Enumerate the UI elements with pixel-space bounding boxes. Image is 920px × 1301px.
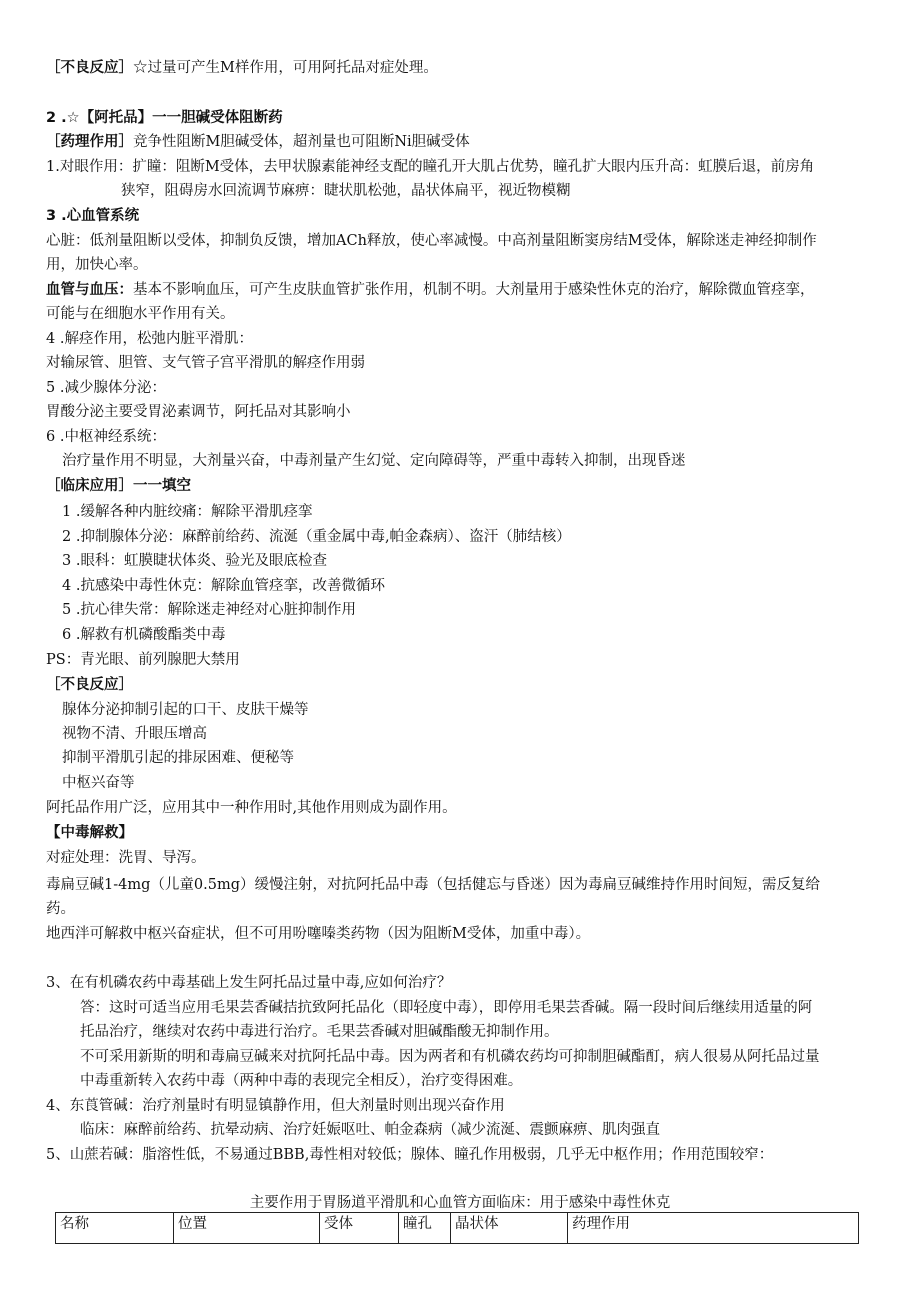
scopolamine-clinical-line: 临床：麻醉前给药、抗晕动病、治疗妊娠呕吐、帕金森病（减少流涎、震颤麻痹、肌肉强直 xyxy=(80,1122,660,1138)
scopolamine-line: 4、东莨管碱：治疗剂量时有明显镇静作用，但大剂量时则出现兴奋作用 xyxy=(46,1098,505,1114)
table-header-cell: 受体 xyxy=(320,1213,399,1244)
detox-heading: 【中毒解救】 xyxy=(46,825,133,841)
adverse-item: 抑制平滑肌引起的排尿困难、便秘等 xyxy=(62,750,294,766)
table-header-cell: 药理作用 xyxy=(568,1213,859,1244)
vessels-line-2: 可能与在细胞水平作用有关。 xyxy=(46,306,235,322)
clinical-item: 4 .抗感染中毒性休克：解除血管痉挛，改善微循环 xyxy=(62,578,385,594)
detox-line-3: 地西泮可解救中枢兴奋症状，但不可用吩噻嗪类药物（因为阻断M受体，加重中毒）。 xyxy=(46,926,591,942)
eye-effect-line-2: 狭窄，阻碍房水回流调节麻痹：睫状肌松弛，晶状体扁平，视近物模糊 xyxy=(121,183,571,199)
heart-line-1: 心脏：低剂量阻断以受体，抑制负反馈，增加ACh释放，使心率减慢。中高剂量阻断窦房结M受体，解除迷走神经抑制作 xyxy=(46,233,817,249)
adverse-item: 视物不清、升眼压增高 xyxy=(62,726,207,742)
pharmacology-line: ［药理作用］竞争性阻断M胆碱受体，超剂量也可阻断Ni胆碱受体 xyxy=(46,134,470,150)
table-header-row xyxy=(56,1213,859,1244)
cardiovascular-heading: 3 .心血管系统 xyxy=(46,208,140,224)
detox-line-2a: 毒扁豆碱1-4mg（儿童0.5mg）缓慢注射，对抗阿托品中毒（包括健忘与昏迷）因为毒扁豆碱维持作用时间短，需反复给 xyxy=(46,877,820,893)
detox-line-2b: 药。 xyxy=(46,901,75,917)
ps-note: PS：青光眼、前列腺肥大禁用 xyxy=(46,652,240,668)
clinical-item: 5 .抗心律失常：解除迷走神经对心脏抑制作用 xyxy=(62,602,356,618)
clinical-item: 2 .抑制腺体分泌：麻醉前给药、流涎（重金属中毒,帕金森病）、盗汗（肺结核） xyxy=(62,529,571,545)
detox-line-1: 对症处理：洗胃、导泻。 xyxy=(46,850,206,866)
table-header-cell: 晶状体 xyxy=(451,1213,568,1244)
table-header-cell: 名称 xyxy=(56,1213,174,1244)
gland-line: 胃酸分泌主要受胃泌素调节，阿托品对其影响小 xyxy=(46,404,351,420)
adverse-reaction-line-1: ［不良反应］☆过量可产生M样作用，可用阿托品对症处理。 xyxy=(46,60,438,76)
eye-effect-line-1: 1.对眼作用：扩瞳：阻断M受体，去甲状腺素能神经支配的瞳孔开大肌占优势，瞳孔扩大眼内压升高：虹膜后退，前房角 xyxy=(46,159,815,175)
anisodamine-line: 5、山蔗若碱：脂溶性低，不易通过BBB,毒性相对较低；腺体、瞳孔作用极弱，几乎无中枢作用；作用范围较窄： xyxy=(46,1147,774,1163)
answer-3-line-2: 托品治疗，继续对农药中毒进行治疗。毛果芸香碱对胆碱酯酸无抑制作用。 xyxy=(80,1024,559,1040)
cns-heading: 6 .中枢神经系统： xyxy=(46,429,166,445)
adverse-heading: ［不良反应］ xyxy=(46,677,133,693)
vessels-line-1: 血管与血压：基本不影响血压，可产生皮肤血管扩张作用，机制不明。大剂量用于感染性休克的治疗，解除微血管痉挛， xyxy=(46,282,815,298)
question-3: 3、在有机磷农药中毒基础上发生阿托品过量中毒,应如何治疗？ xyxy=(46,975,452,991)
comparison-table xyxy=(55,1212,859,1244)
answer-3-line-3: 不可采用新斯的明和毒扁豆碱来对抗阿托品中毒。因为两者和有机磷农药均可抑制胆碱酯酊，病人很易从阿托品过量 xyxy=(80,1049,820,1065)
atropine-heading: 2 .☆【阿托品】一一胆碱受体阻断药 xyxy=(46,110,283,126)
clinical-item: 1 .缓解各种内脏绞痛：解除平滑肌痉挛 xyxy=(62,504,313,520)
side-effect-line: 阿托品作用广泛，应用其中一种作用时,其他作用则成为副作用。 xyxy=(46,800,457,816)
heart-line-2: 用，加快心率。 xyxy=(46,257,148,273)
antispasm-heading: 4 .解痉作用，松弛内脏平滑肌： xyxy=(46,331,253,347)
adverse-item: 腺体分泌抑制引起的口干、皮肤干燥等 xyxy=(62,702,309,718)
adverse-item: 中枢兴奋等 xyxy=(62,775,135,791)
table-header-cell: 瞳孔 xyxy=(399,1213,451,1244)
antispasm-line: 对输尿管、胆管、支气管子宫平滑肌的解痉作用弱 xyxy=(46,355,365,371)
clinical-item: 3 .眼科：虹膜睫状体炎、验光及眼底检查 xyxy=(62,553,327,569)
gland-heading: 5 .减少腺体分泌： xyxy=(46,380,166,396)
table-header-cell: 位置 xyxy=(174,1213,320,1244)
clinical-item: 6 .解救有机磷酸酯类中毒 xyxy=(62,627,226,643)
clinical-use-heading: ［临床应用］一一填空 xyxy=(46,478,191,494)
answer-3-line-4: 中毒重新转入农药中毒（两种中毒的表现完全相反），治疗变得困难。 xyxy=(80,1073,523,1089)
answer-3-line-1: 答：这时可适当应用毛果芸香碱拮抗致阿托品化（即轻度中毒），即停用毛果芸香碱。隔一段时间后继续用适量的阿 xyxy=(80,1000,813,1016)
cns-line: 治疗量作用不明显，大剂量兴奋，中毒剂量产生幻觉、定向障碍等，严重中毒转入抑制，出现昏迷 xyxy=(62,453,686,469)
table-caption: 主要作用于胃肠道平滑肌和心血管方面临床：用于感染中毒性休克 xyxy=(249,1195,671,1211)
